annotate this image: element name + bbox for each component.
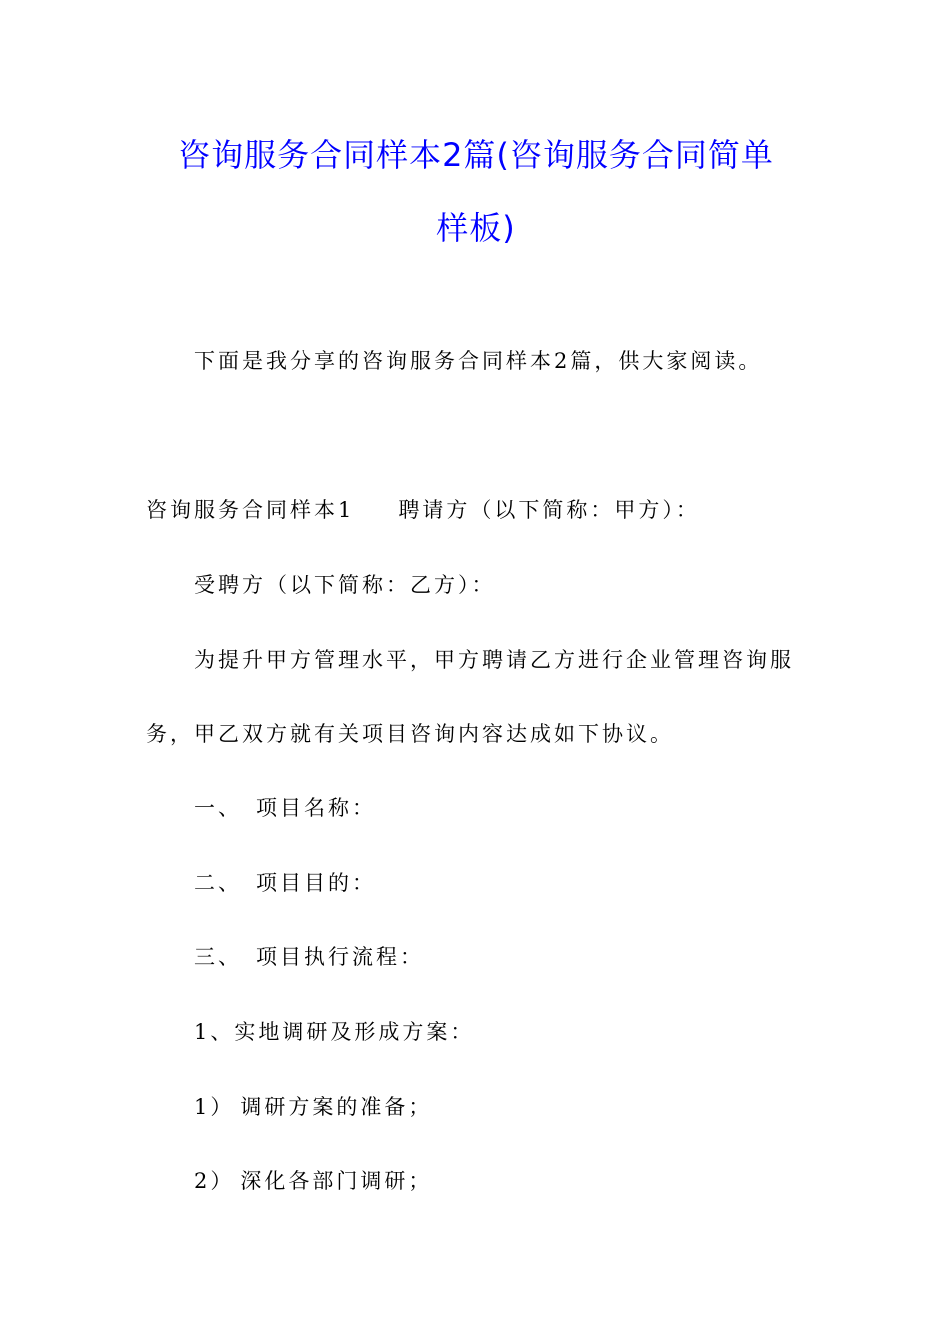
section-item bbox=[194, 942, 424, 972]
document-title-line1: 咨询服务合同样本2篇(咨询服务合同简单 bbox=[178, 136, 774, 174]
party-a-label: 聘请方（以下简称：甲方）： bbox=[398, 498, 700, 522]
section-label: 项目执行流程： bbox=[256, 945, 424, 969]
substep-item bbox=[194, 1166, 432, 1196]
substep-label: 调研方案的准备； bbox=[240, 1095, 433, 1119]
party-b-label: 受聘方（以下简称：乙方）： bbox=[194, 573, 496, 597]
section-number: 一、 bbox=[194, 796, 242, 820]
substep-label: 深化各部门调研； bbox=[240, 1169, 433, 1193]
section-label: 项目目的： bbox=[256, 871, 376, 895]
substep-number: 2） bbox=[194, 1169, 235, 1193]
sample-heading-line bbox=[146, 495, 700, 525]
intro-paragraph: 下面是我分享的咨询服务合同样本2篇，供大家阅读。 bbox=[194, 349, 763, 373]
section-number: 三、 bbox=[194, 945, 242, 969]
section-label: 项目名称： bbox=[256, 796, 376, 820]
purpose-paragraph-line1: 为提升甲方管理水平，甲方聘请乙方进行企业管理咨询服 bbox=[194, 648, 794, 672]
purpose-paragraph-line2: 务，甲乙双方就有关项目咨询内容达成如下协议。 bbox=[146, 722, 674, 746]
section-item bbox=[194, 868, 376, 898]
sample-heading: 咨询服务合同样本1 bbox=[146, 498, 355, 522]
substep-number: 1） bbox=[194, 1095, 235, 1119]
document-title-line2: 样板) bbox=[436, 209, 516, 247]
step-heading: 1、实地调研及形成方案： bbox=[194, 1020, 475, 1044]
section-number: 二、 bbox=[194, 871, 242, 895]
substep-item bbox=[194, 1092, 432, 1122]
section-item bbox=[194, 793, 376, 823]
